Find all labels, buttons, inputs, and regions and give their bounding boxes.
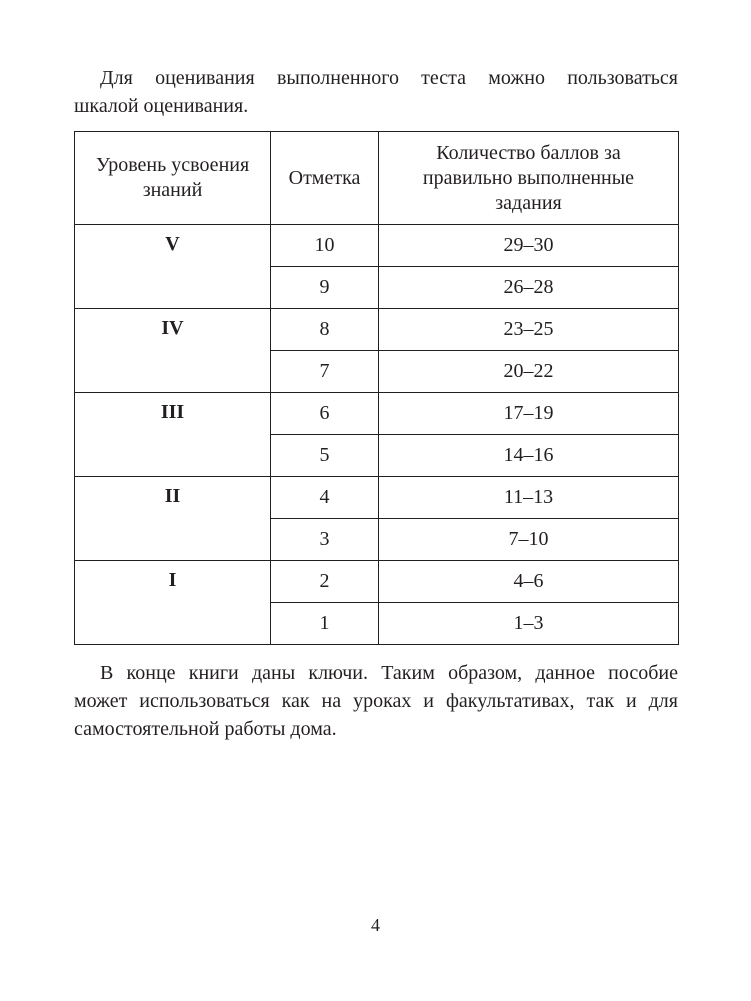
grading-scale-table <box>74 131 679 645</box>
points-cell: 4–6 <box>379 561 679 603</box>
mark-cell: 1 <box>271 603 379 645</box>
table-row <box>75 393 679 435</box>
header-knowledge-level <box>75 132 271 225</box>
knowledge-level-cell: III <box>75 393 271 477</box>
points-cell: 1–3 <box>379 603 679 645</box>
header-mark-text: Отметка <box>288 166 361 189</box>
knowledge-level-cell: IV <box>75 309 271 393</box>
mark-cell: 5 <box>271 435 379 477</box>
mark-cell: 4 <box>271 477 379 519</box>
points-cell: 11–13 <box>379 477 679 519</box>
points-cell: 14–16 <box>379 435 679 477</box>
header-points-line: правильно выполненные <box>422 166 635 189</box>
knowledge-level-cell: V <box>75 225 271 309</box>
table-row <box>75 309 679 351</box>
points-cell: 17–19 <box>379 393 679 435</box>
knowledge-level-cell: I <box>75 561 271 645</box>
table-header-row <box>75 132 679 225</box>
table-row <box>75 477 679 519</box>
intro-line: Для оценивания выполненного теста можно пользоваться <box>100 67 678 89</box>
page-number: 4 <box>371 915 380 935</box>
mark-cell: 9 <box>271 267 379 309</box>
outro-line: самостоятельной работы дома. <box>74 718 337 740</box>
outro-line: В конце книги даны ключи. Таким образом, данное пособие <box>100 662 678 684</box>
knowledge-level-cell: II <box>75 477 271 561</box>
points-cell: 7–10 <box>379 519 679 561</box>
intro-line: шкалой оценивания. <box>74 95 249 117</box>
mark-cell: 10 <box>271 225 379 267</box>
points-cell: 29–30 <box>379 225 679 267</box>
table-row <box>75 225 679 267</box>
mark-cell: 6 <box>271 393 379 435</box>
points-cell: 23–25 <box>379 309 679 351</box>
header-mark <box>271 132 379 225</box>
intro-paragraph <box>74 64 678 120</box>
header-level-line: Уровень усвоения <box>95 154 250 176</box>
header-points <box>379 132 679 225</box>
mark-cell: 7 <box>271 351 379 393</box>
header-level-line: знаний <box>142 179 203 201</box>
points-cell: 20–22 <box>379 351 679 393</box>
mark-cell: 2 <box>271 561 379 603</box>
mark-cell: 3 <box>271 519 379 561</box>
table-row <box>75 561 679 603</box>
header-points-line: задания <box>495 191 562 214</box>
mark-cell: 8 <box>271 309 379 351</box>
points-cell: 26–28 <box>379 267 679 309</box>
outro-paragraph <box>74 659 678 743</box>
outro-line: может использоваться как на уроках и факультативах, так и для <box>74 690 678 712</box>
header-points-line: Количество баллов за <box>436 141 621 164</box>
